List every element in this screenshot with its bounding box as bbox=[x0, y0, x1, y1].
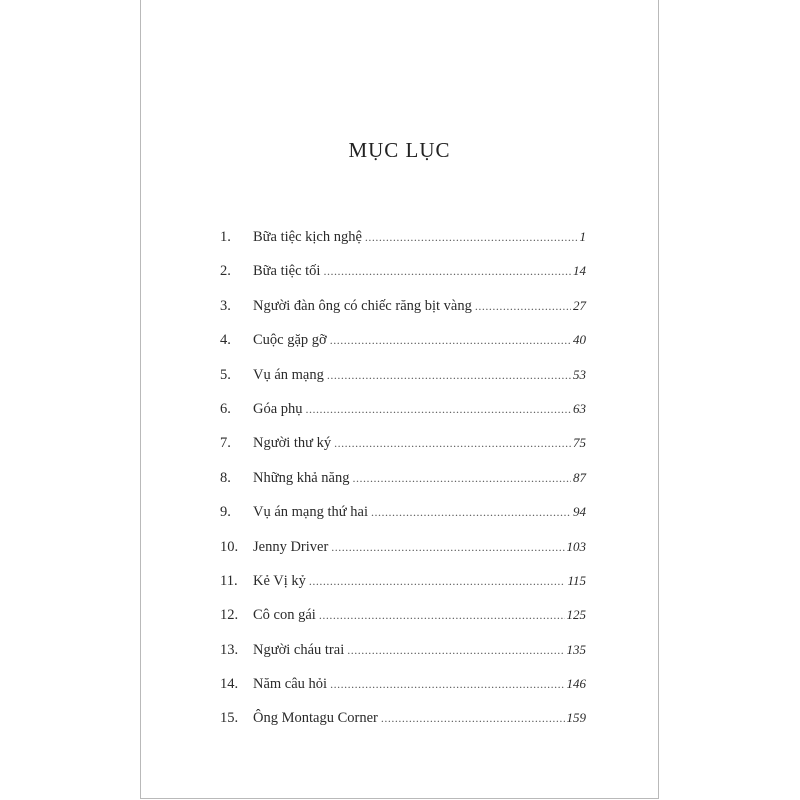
toc-number: 2. bbox=[220, 263, 231, 280]
toc-number: 4. bbox=[220, 332, 231, 349]
toc-page: 40 bbox=[573, 332, 586, 348]
toc-page: 75 bbox=[573, 435, 586, 451]
leader-dots bbox=[331, 540, 564, 555]
leader-dots bbox=[309, 574, 566, 589]
leader-dots bbox=[323, 264, 571, 279]
toc-page: 94 bbox=[573, 504, 586, 520]
toc-page: 1 bbox=[579, 229, 586, 244]
toc-title: Kẻ Vị kỷ bbox=[253, 572, 306, 589]
toc-number: 13. bbox=[220, 641, 239, 658]
leader-dots bbox=[371, 505, 571, 520]
toc-title: Vụ án mạng bbox=[253, 366, 324, 383]
toc-title: Cuộc gặp gỡ bbox=[253, 332, 327, 349]
leader-dots bbox=[365, 230, 578, 245]
toc-page: 135 bbox=[566, 641, 586, 657]
toc-number: 14. bbox=[220, 676, 239, 693]
toc-title: Jenny Driver bbox=[253, 538, 329, 555]
toc-title: Vụ án mạng thứ hai bbox=[253, 504, 368, 521]
toc-number: 11. bbox=[220, 572, 238, 589]
toc-page: 103 bbox=[566, 538, 586, 554]
leader-dots bbox=[334, 436, 571, 451]
toc-entry bbox=[220, 401, 586, 435]
leader-dots bbox=[319, 608, 565, 623]
toc-entry bbox=[220, 710, 586, 744]
toc-number: 3. bbox=[220, 297, 231, 314]
toc-page: 14 bbox=[573, 263, 586, 279]
leader-dots bbox=[475, 299, 571, 314]
book-page bbox=[140, 0, 659, 799]
toc-number: 7. bbox=[220, 435, 231, 452]
leader-dots bbox=[347, 643, 564, 658]
toc-page: 125 bbox=[566, 607, 586, 623]
toc-number: 8. bbox=[220, 469, 231, 486]
toc-page: 27 bbox=[573, 297, 586, 313]
toc-entry bbox=[220, 229, 586, 263]
toc-title: Năm câu hỏi bbox=[253, 676, 328, 693]
toc-entry bbox=[220, 298, 586, 332]
toc-page: 63 bbox=[573, 400, 586, 416]
toc-entry bbox=[220, 263, 586, 297]
toc-page: 159 bbox=[566, 710, 586, 726]
leader-dots bbox=[327, 368, 571, 383]
toc-entry bbox=[220, 504, 586, 538]
toc-title: Bữa tiệc kịch nghệ bbox=[253, 229, 362, 245]
toc-title: Những khả năng bbox=[253, 469, 350, 486]
leader-dots bbox=[330, 333, 571, 348]
toc-number: 15. bbox=[220, 710, 239, 727]
toc-entry bbox=[220, 607, 586, 641]
toc-number: 12. bbox=[220, 607, 239, 624]
toc-page: 53 bbox=[573, 366, 586, 382]
toc-entry bbox=[220, 573, 586, 607]
toc-number: 6. bbox=[220, 400, 231, 417]
toc-number: 1. bbox=[220, 229, 231, 245]
toc-title: Bữa tiệc tối bbox=[253, 263, 321, 280]
toc-title: Cô con gái bbox=[253, 607, 316, 624]
toc-page: 115 bbox=[567, 572, 586, 588]
table-of-contents bbox=[220, 229, 586, 745]
toc-page: 146 bbox=[566, 676, 586, 692]
leader-dots bbox=[306, 402, 571, 417]
leader-dots bbox=[352, 471, 571, 486]
toc-entry bbox=[220, 332, 586, 366]
toc-entry bbox=[220, 435, 586, 469]
toc-page: 87 bbox=[573, 469, 586, 485]
toc-title: Người đàn ông có chiếc răng bịt vàng bbox=[253, 297, 472, 314]
toc-entry bbox=[220, 470, 586, 504]
toc-title: Người thư ký bbox=[253, 435, 332, 452]
toc-title: Người cháu trai bbox=[253, 641, 345, 658]
toc-entry bbox=[220, 676, 586, 710]
leader-dots bbox=[381, 711, 565, 726]
leader-dots bbox=[330, 677, 564, 692]
toc-number: 9. bbox=[220, 504, 231, 521]
toc-title: Góa phụ bbox=[253, 400, 303, 417]
toc-entry bbox=[220, 539, 586, 573]
toc-entry bbox=[220, 642, 586, 676]
toc-entry bbox=[220, 367, 586, 401]
toc-title: Ông Montagu Corner bbox=[253, 710, 378, 727]
page-title: MỤC LỤC bbox=[348, 138, 451, 163]
toc-number: 5. bbox=[220, 366, 231, 383]
toc-number: 10. bbox=[220, 538, 239, 555]
